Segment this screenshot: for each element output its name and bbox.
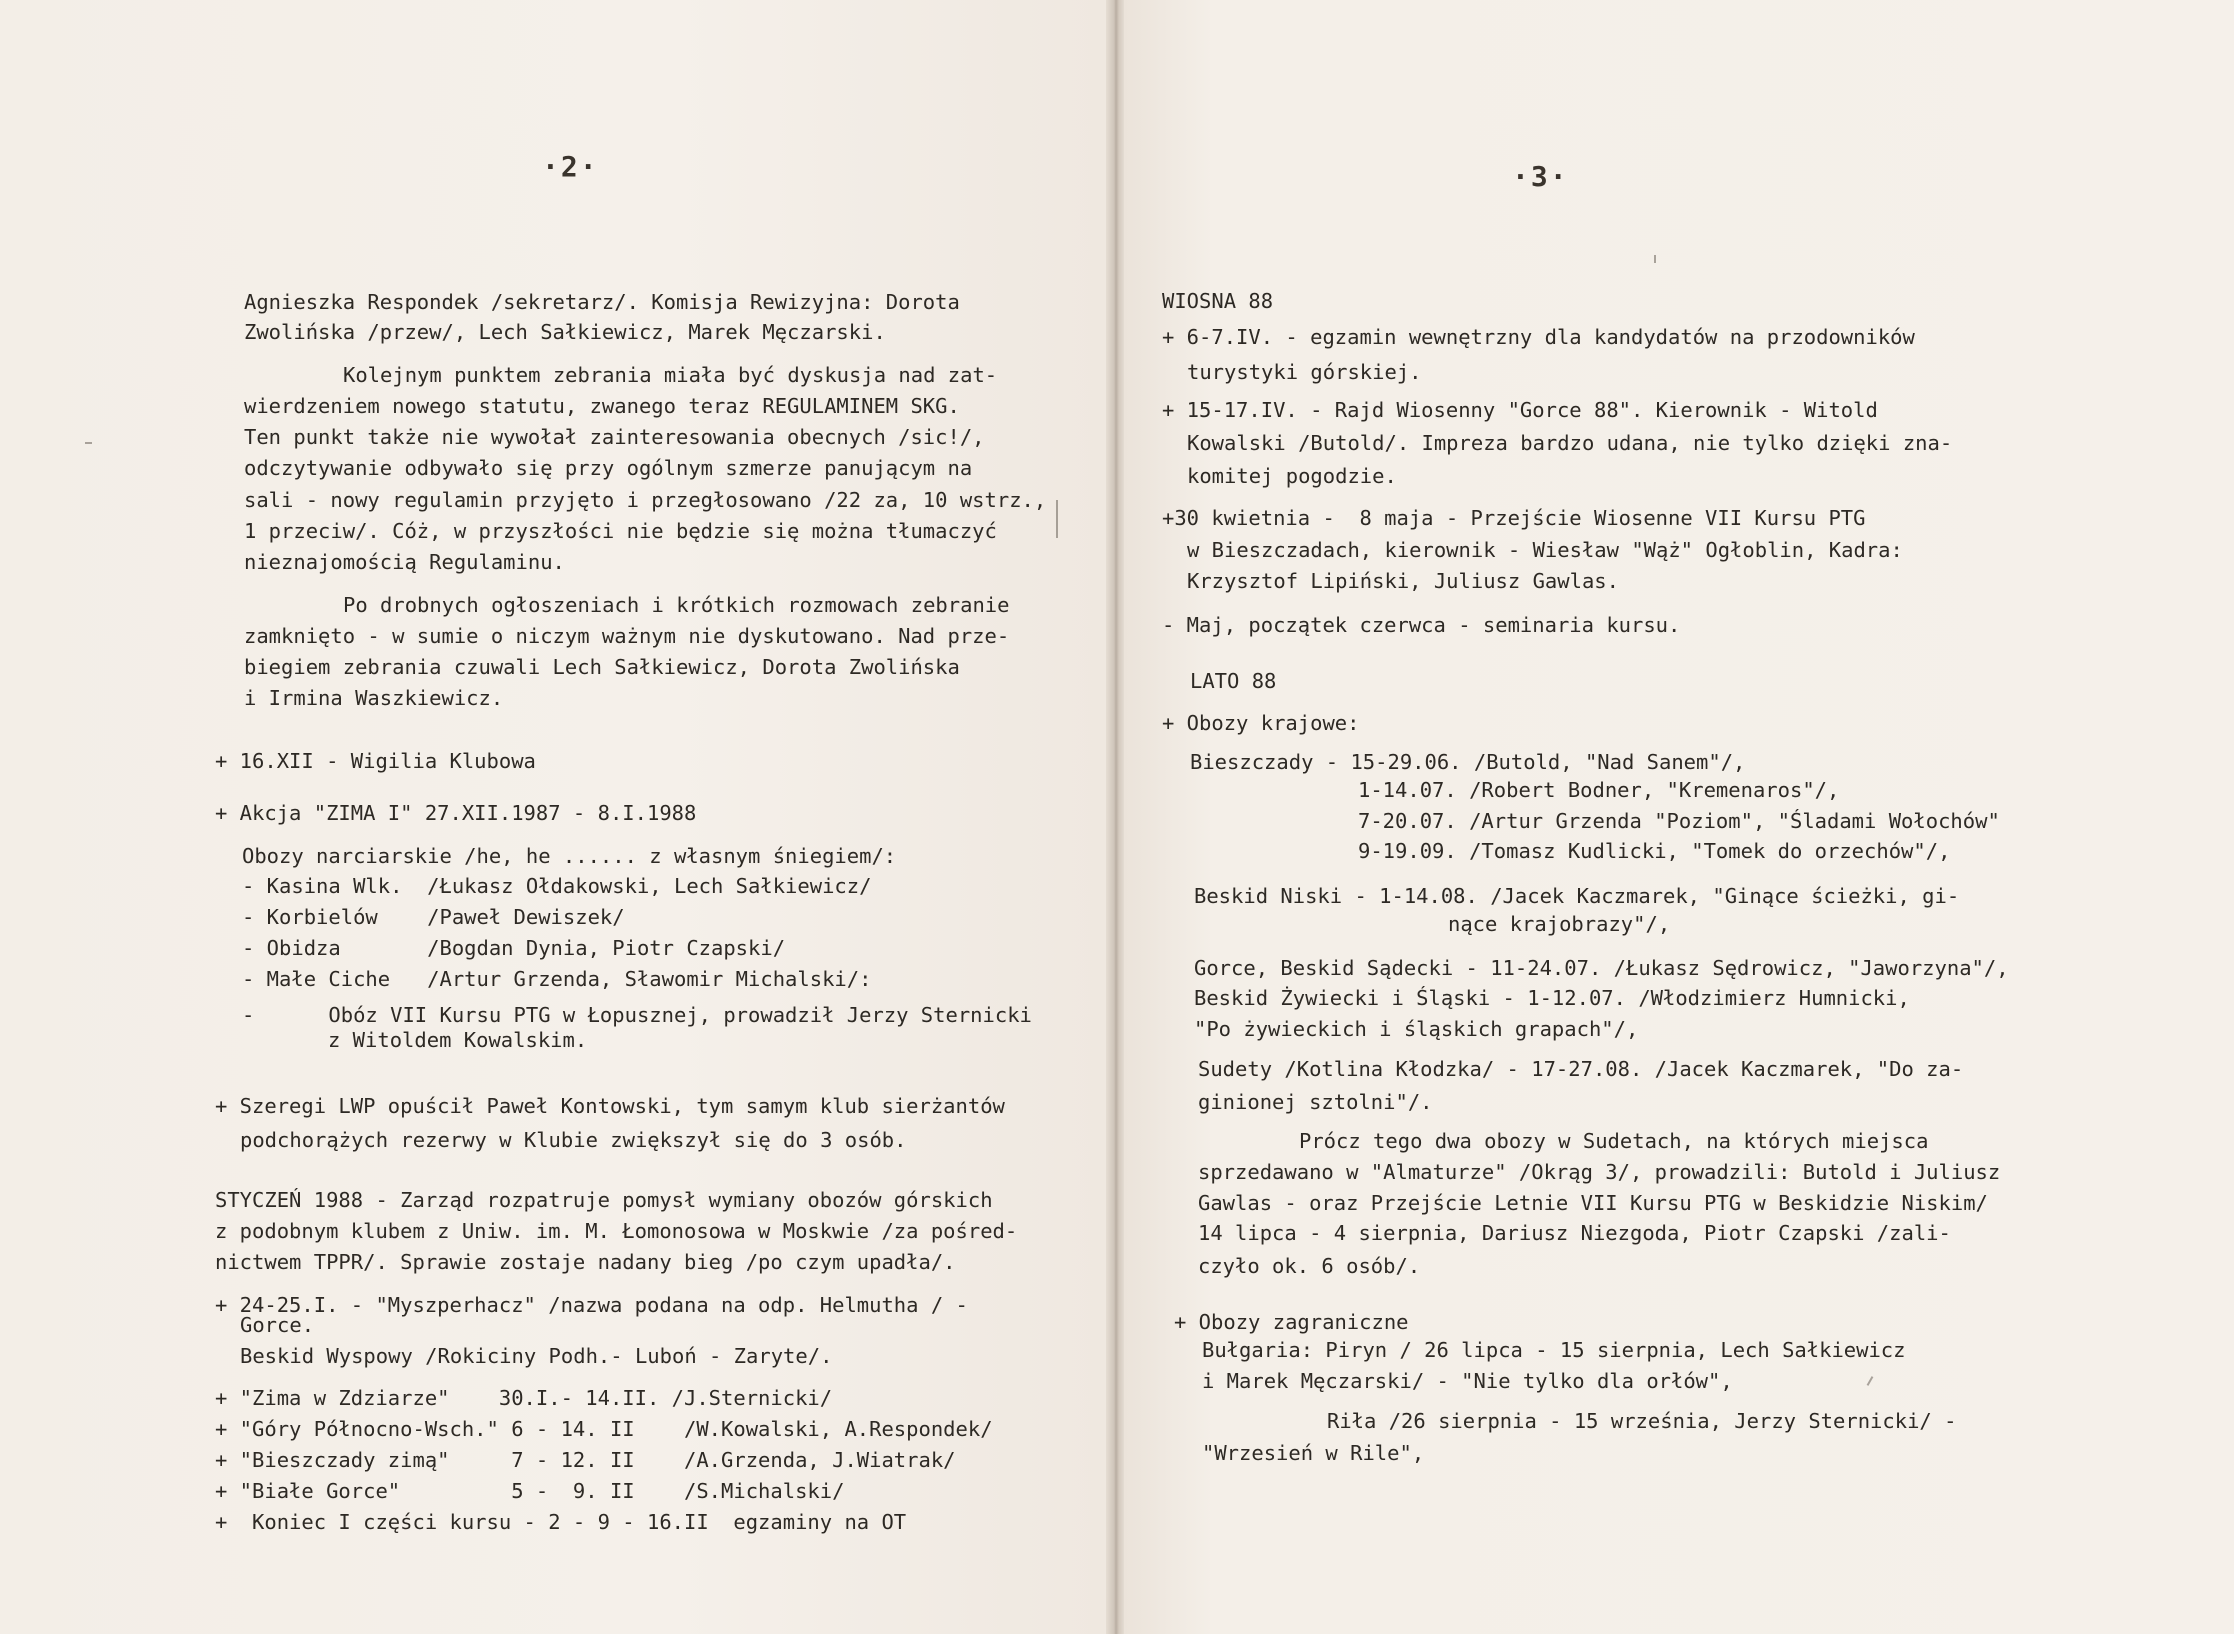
text-line: 1-14.07. /Robert Bodner, "Kremenaros"/, bbox=[1358, 778, 1840, 802]
text-line: Krzysztof Lipiński, Juliusz Gawlas. bbox=[1187, 569, 1619, 593]
text-line: + Szeregi LWP opuścił Paweł Kontowski, tym samym klub sierżantów bbox=[215, 1094, 1005, 1118]
text-line: Kowalski /Butold/. Impreza bardzo udana, nie tylko dzięki zna- bbox=[1187, 431, 1953, 455]
text-line: sali - nowy regulamin przyjęto i przegłosowano /22 za, 10 wstrz., bbox=[244, 488, 1047, 512]
text-line: i Marek Męczarski/ - "Nie tylko dla orłów", bbox=[1202, 1369, 1733, 1393]
text-line: Ten punkt także nie wywołał zainteresowania obecnych /sic!/, bbox=[244, 425, 985, 449]
text-line: Gorce. bbox=[240, 1313, 315, 1337]
text-line: + "Zima w Zdziarze" 30.I.- 14.II. /J.Sternicki/ bbox=[215, 1386, 833, 1410]
text-line: + 6-7.IV. - egzamin wewnętrzny dla kandydatów na przodowników bbox=[1162, 325, 1915, 349]
text-line: komitej pogodzie. bbox=[1187, 464, 1397, 488]
text-line: sprzedawano w "Almaturze" /Okrąg 3/, prowadzili: Butold i Juliusz bbox=[1198, 1160, 2001, 1184]
text-line: z podobnym klubem z Uniw. im. M. Łomonosowa w Moskwie /za pośred- bbox=[215, 1219, 1018, 1243]
text-line: - Korbielów /Paweł Dewiszek/ bbox=[242, 905, 625, 929]
page-number-right: ·3· bbox=[1512, 160, 1569, 193]
text-line: biegiem zebrania czuwali Lech Sałkiewicz, Dorota Zwolińska bbox=[244, 655, 960, 679]
page-number-left: ·2· bbox=[542, 150, 599, 183]
text-line: WIOSNA 88 bbox=[1162, 289, 1274, 313]
text-line: Riła /26 sierpnia - 15 września, Jerzy Sternicki/ - bbox=[1327, 1409, 1957, 1433]
text-line: zamknięto - w sumie o niczym ważnym nie dyskutowano. Nad prze- bbox=[244, 624, 1010, 648]
text-line: odczytywanie odbywało się przy ogólnym szmerze panującym na bbox=[244, 456, 973, 480]
text-line: 7-20.07. /Artur Grzenda "Poziom", "Śladami Wołochów" bbox=[1358, 809, 2000, 833]
text-line: turystyki górskiej. bbox=[1187, 360, 1422, 384]
text-line: Beskid Niski - 1-14.08. /Jacek Kaczmarek, "Ginące ścieżki, gi- bbox=[1194, 884, 1960, 908]
text-line: czyło ok. 6 osób/. bbox=[1198, 1254, 1421, 1278]
text-line: + Obozy krajowe: bbox=[1162, 711, 1360, 735]
stray-mark bbox=[85, 442, 92, 444]
text-line: podchorążych rezerwy w Klubie zwiększył się do 3 osób. bbox=[240, 1128, 907, 1152]
text-line: - Małe Ciche /Artur Grzenda, Sławomir Michalski/: bbox=[242, 967, 872, 991]
text-line: + "Białe Gorce" 5 - 9. II /S.Michalski/ bbox=[215, 1479, 845, 1503]
text-line: + Koniec I części kursu - 2 - 9 - 16.II egzaminy na OT bbox=[215, 1510, 907, 1534]
text-line: - Maj, początek czerwca - seminaria kursu. bbox=[1162, 613, 1681, 637]
text-line: + 16.XII - Wigilia Klubowa bbox=[215, 749, 536, 773]
text-line: "Wrzesień w Rile", bbox=[1202, 1441, 1425, 1465]
text-line: Gawlas - oraz Przejście Letnie VII Kursu PTG w Beskidzie Niskim/ bbox=[1198, 1191, 1988, 1215]
text-line: Kolejnym punktem zebrania miała być dyskusja nad zat- bbox=[343, 363, 998, 387]
text-line: ginionej sztolni"/. bbox=[1198, 1090, 1433, 1114]
text-line: - Obidza /Bogdan Dynia, Piotr Czapski/ bbox=[242, 936, 786, 960]
text-line: Agnieszka Respondek /sekretarz/. Komisja Rewizyjna: Dorota bbox=[244, 290, 960, 314]
text-line: + 24-25.I. - "Myszperhacz" /nazwa podana na odp. Helmutha / - bbox=[215, 1293, 968, 1317]
text-line: Bułgaria: Piryn / 26 lipca - 15 sierpnia, Lech Sałkiewicz bbox=[1202, 1338, 1906, 1362]
text-line: 14 lipca - 4 sierpnia, Dariusz Niezgoda, Piotr Czapski /zali- bbox=[1198, 1221, 1951, 1245]
text-line: "Po żywieckich i śląskich grapach"/, bbox=[1194, 1017, 1639, 1041]
right-page bbox=[1124, 0, 2234, 1634]
text-line: Sudety /Kotlina Kłodzka/ - 17-27.08. /Jacek Kaczmarek, "Do za- bbox=[1198, 1057, 1964, 1081]
text-line: Prócz tego dwa obozy w Sudetach, na których miejsca bbox=[1299, 1129, 1929, 1153]
stray-mark bbox=[1654, 255, 1656, 263]
stray-mark bbox=[1056, 500, 1058, 538]
book-gutter bbox=[1106, 0, 1126, 1634]
text-line: - Kasina Wlk. /Łukasz Ołdakowski, Lech Sałkiewicz/ bbox=[242, 874, 872, 898]
stray-mark bbox=[1867, 1376, 1874, 1386]
text-line: LATO 88 bbox=[1190, 669, 1277, 693]
text-line: 9-19.09. /Tomasz Kudlicki, "Tomek do orzechów"/, bbox=[1358, 839, 1951, 863]
text-line: nieznajomością Regulaminu. bbox=[244, 550, 565, 574]
text-line: nące krajobrazy"/, bbox=[1448, 912, 1671, 936]
text-line: - Obóz VII Kursu PTG w Łopusznej, prowadził Jerzy Sternicki bbox=[242, 1003, 1032, 1027]
text-line: Gorce, Beskid Sądecki - 11-24.07. /Łukasz Sędrowicz, "Jaworzyna"/, bbox=[1194, 956, 2009, 980]
text-line: i Irmina Waszkiewicz. bbox=[244, 686, 504, 710]
text-line: nictwem TPPR/. Sprawie zostaje nadany bieg /po czym upadła/. bbox=[215, 1250, 956, 1274]
text-line: Beskid Wyspowy /Rokiciny Podh.- Luboń - Zaryte/. bbox=[240, 1344, 833, 1368]
text-line: + "Góry Północno-Wsch." 6 - 14. II /W.Kowalski, A.Respondek/ bbox=[215, 1417, 993, 1441]
text-line: 1 przeciw/. Cóż, w przyszłości nie będzie się można tłumaczyć bbox=[244, 519, 997, 543]
text-line: Po drobnych ogłoszeniach i krótkich rozmowach zebranie bbox=[343, 593, 1010, 617]
text-line: Zwolińska /przew/, Lech Sałkiewicz, Marek Męczarski. bbox=[244, 320, 886, 344]
left-page bbox=[0, 0, 1112, 1634]
text-line: Bieszczady - 15-29.06. /Butold, "Nad Sanem"/, bbox=[1190, 750, 1746, 774]
text-line: w Bieszczadach, kierownik - Wiesław "Wąż" Ogłoblin, Kadra: bbox=[1187, 538, 1903, 562]
text-line: + Obozy zagraniczne bbox=[1174, 1310, 1409, 1334]
text-line: z Witoldem Kowalskim. bbox=[328, 1028, 588, 1052]
text-line: + "Bieszczady zimą" 7 - 12. II /A.Grzenda, J.Wiatrak/ bbox=[215, 1448, 956, 1472]
text-line: +30 kwietnia - 8 maja - Przejście Wiosenne VII Kursu PTG bbox=[1162, 506, 1866, 530]
text-line: + 15-17.IV. - Rajd Wiosenny "Gorce 88". Kierownik - Witold bbox=[1162, 398, 1878, 422]
text-line: + Akcja "ZIMA I" 27.XII.1987 - 8.I.1988 bbox=[215, 801, 697, 825]
text-line: Obozy narciarskie /he, he ...... z własnym śniegiem/: bbox=[242, 844, 897, 868]
text-line: Beskid Żywiecki i Śląski - 1-12.07. /Włodzimierz Humnicki, bbox=[1194, 986, 1910, 1010]
text-line: STYCZEŃ 1988 - Zarząd rozpatruje pomysł wymiany obozów górskich bbox=[215, 1188, 993, 1212]
text-line: wierdzeniem nowego statutu, zwanego teraz REGULAMINEM SKG. bbox=[244, 394, 960, 418]
